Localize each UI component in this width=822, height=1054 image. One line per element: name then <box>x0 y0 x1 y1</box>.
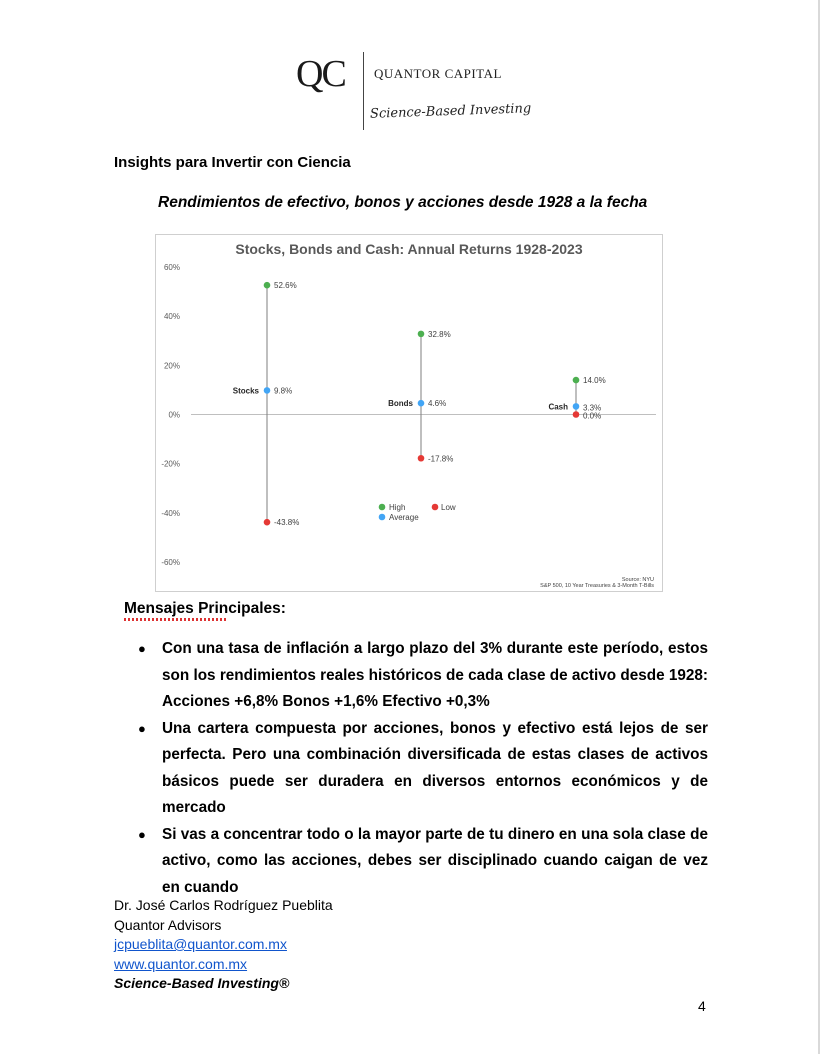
average-point <box>573 403 580 410</box>
average-data-label: 3.3% <box>583 403 602 413</box>
page-number: 4 <box>698 998 706 1014</box>
category-label: Stocks <box>232 386 259 396</box>
list-item <box>138 636 708 716</box>
logo-divider <box>363 52 364 130</box>
low-point <box>264 519 271 526</box>
legend-high-marker <box>379 504 386 511</box>
high-point <box>418 331 425 338</box>
high-data-label: 14.0% <box>583 376 606 386</box>
category-label: Bonds <box>388 399 413 409</box>
chart-title: Stocks, Bonds and Cash: Annual Returns 1928-2023 <box>235 241 583 257</box>
author-name: Dr. José Carlos Rodríguez Pueblita <box>114 897 333 913</box>
average-data-label: 9.8% <box>274 386 293 396</box>
low-data-label: -17.8% <box>428 454 454 464</box>
key-messages-list <box>138 636 708 901</box>
source-note: S&P 500, 10 Year Treasuries & 3-Month T-Bills <box>540 583 654 589</box>
bullet-text: Una cartera compuesta por acciones, bonos y efectivo está lejos de ser perfecta. Pero una combinación diversificada de estas clases de activos básicos puede ser duradera en diversos entornos económicos y de mercado <box>162 719 708 816</box>
logo-company-name: QUANTOR CAPITAL <box>374 66 502 81</box>
email-link[interactable]: jcpueblita@quantor.com.mx <box>114 936 287 952</box>
section-heading: Insights para Invertir con Ciencia <box>114 154 351 171</box>
list-item <box>138 822 708 902</box>
bullet-text: Con una tasa de inflación a largo plazo del 3% durante este período, estos son los rendimientos reales históricos de cada clase de activo desde 1928: Acciones +6,8% Bonos +1,6% Efectivo +0,3% <box>162 640 708 710</box>
y-tick-label: -40% <box>161 508 180 518</box>
low-point <box>573 411 580 418</box>
chart-subtitle: Rendimientos de efectivo, bonos y acciones desde 1928 a la fecha <box>158 194 648 211</box>
y-tick-label: 20% <box>163 361 180 371</box>
legend-high-label: High <box>389 503 406 512</box>
low-data-label: 0.0% <box>583 411 602 421</box>
author-company: Quantor Advisors <box>114 916 222 933</box>
legend-average-marker <box>379 514 386 521</box>
average-data-label: 4.6% <box>428 399 447 409</box>
website-link[interactable]: www.quantor.com.mx <box>114 955 248 972</box>
logo-tagline: Science-Based Investing <box>369 101 532 122</box>
logo-monogram: QC <box>296 53 345 95</box>
high-point <box>573 377 580 384</box>
bullet-text: Si vas a concentrar todo o la mayor parte de tu dinero en una sola clase de activo, como las acciones, debes ser disciplinado cuando caigan de vez en cuando <box>162 825 708 896</box>
legend-low-label: Low <box>441 503 456 512</box>
bullet-icon: ● <box>138 641 146 656</box>
high-data-label: 32.8% <box>428 329 451 339</box>
mensajes-heading: Mensajes Principales: <box>124 600 286 617</box>
y-tick-label: -20% <box>161 459 180 469</box>
spellcheck-underline <box>124 618 228 621</box>
average-point <box>418 400 425 407</box>
low-data-label: -43.8% <box>274 518 300 528</box>
returns-chart <box>156 235 662 591</box>
high-data-label: 52.6% <box>274 281 297 291</box>
average-point <box>264 387 271 394</box>
y-tick-label: 60% <box>163 263 180 272</box>
low-point <box>418 455 425 462</box>
y-tick-label: -60% <box>161 558 180 567</box>
bullet-icon: ● <box>138 826 146 842</box>
source-label: Source: NYU <box>621 577 654 583</box>
author-signature <box>114 896 333 994</box>
y-tick-label: 0% <box>168 410 180 420</box>
legend-average-label: Average <box>389 513 419 522</box>
author-tagline: Science-Based Investing® <box>114 975 290 991</box>
chart-container <box>155 234 663 592</box>
category-label: Cash <box>548 402 568 412</box>
high-point <box>264 282 271 289</box>
y-tick-label: 40% <box>163 312 180 322</box>
bullet-icon: ● <box>138 720 146 736</box>
legend-low-marker <box>432 504 439 511</box>
list-item <box>138 716 708 822</box>
page-edge <box>818 0 820 1054</box>
